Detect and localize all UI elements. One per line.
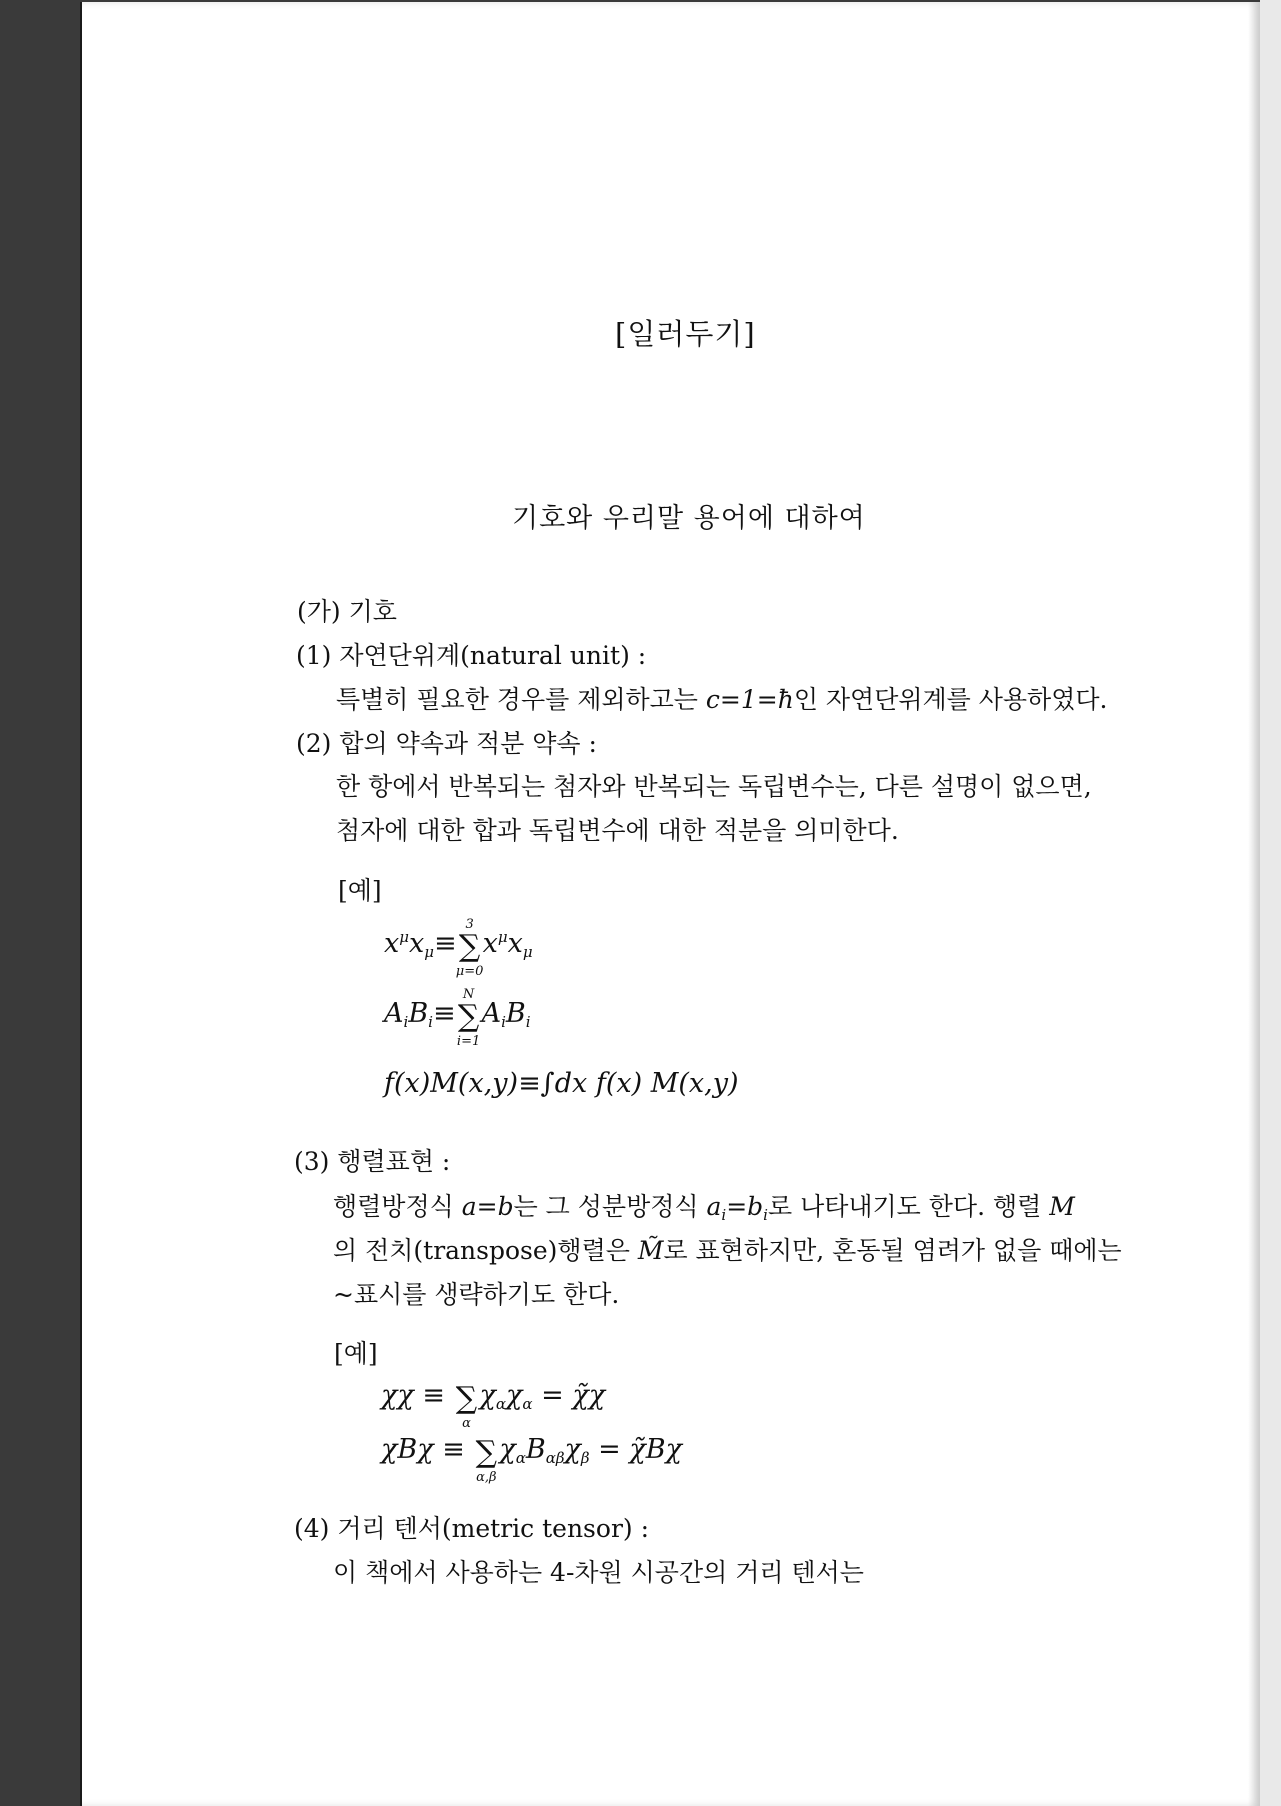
item-title: 거리 텐서(metric tensor) : [337, 1514, 650, 1543]
body-text: 행렬방정식 [333, 1192, 454, 1221]
item-2-line-2: 첨자에 대한 합과 독립변수에 대한 적분을 의미한다. [336, 816, 899, 845]
equation-1: $x^\mu x_\mu\equiv\sum$ 3 μ=0 $x^\mu x_\mu$ [384, 917, 533, 979]
equation-5: χBχ ≡ ∑ α,β $\chi_\alpha B_{\alpha\beta}\chi_\beta$ = χ̃Bχ [381, 1434, 682, 1485]
sum-symbol: ∑ α [455, 1381, 478, 1431]
document-page [80, 2, 1262, 1806]
section-heading: (가) 기호 [297, 597, 397, 626]
body-text: 특별히 필요한 경우를 제외하고는 [336, 685, 698, 714]
item-3-line-3: ~표시를 생략하기도 한다. [333, 1280, 620, 1309]
body-text: 로 표현하지만, 혼동될 염려가 없을 때에는 [663, 1236, 1122, 1265]
example-label: [예] [338, 876, 382, 905]
item-1-body [336, 680, 1107, 716]
item-3-line-1 [333, 1187, 1075, 1224]
item-2-title [296, 724, 597, 760]
equation-4: χχ ≡ ∑ α $\chi_\alpha\chi_\alpha$ = χ̃χ [381, 1380, 606, 1431]
section-title: 기호와 우리말 용어에 대하여 [512, 503, 866, 534]
item-title: 행렬표현 : [337, 1147, 451, 1176]
formula: a=b [461, 1192, 514, 1221]
body-text: 의 전치(transpose)행렬은 [333, 1236, 630, 1265]
equation-2: $A_iB_i\equiv\sum$ N i=1 $A_iB_i$ [384, 987, 531, 1049]
item-4-title [294, 1509, 649, 1545]
formula: c=1=ħ [705, 685, 794, 714]
item-number: (1) [296, 641, 332, 670]
item-4-line-1: 이 책에서 사용하는 4-차원 시공간의 거리 텐서는 [333, 1558, 864, 1587]
item-number: (2) [296, 729, 332, 758]
body-text: 로 나타내기도 한다. 행렬 [767, 1192, 1042, 1221]
page-edge [1260, 0, 1281, 1806]
sum-symbol: ∑ 3 μ=0 [455, 917, 484, 979]
formula: $a_i=b_i$ [706, 1192, 768, 1224]
item-3-title [294, 1142, 450, 1178]
item-3-line-2 [333, 1231, 1122, 1267]
formula: M [1049, 1192, 1075, 1221]
sum-symbol: ∑ N i=1 [456, 987, 481, 1049]
sum-symbol: ∑ α,β [475, 1435, 498, 1485]
item-title: 합의 약속과 적분 약속 : [339, 729, 597, 758]
equation-3: f(x)M(x,y)≡∫dx f(x) M(x,y) [384, 1068, 739, 1099]
body-text: 인 자연단위계를 사용하였다. [793, 685, 1108, 714]
page-title: [일러두기] [615, 317, 756, 351]
body-text: 는 그 성분방정식 [513, 1192, 699, 1221]
item-2-line-1: 한 항에서 반복되는 첨자와 반복되는 독립변수는, 다른 설명이 없으면, [336, 772, 1092, 801]
item-1-title [296, 636, 646, 672]
formula: M̃ [637, 1236, 664, 1265]
item-number: (3) [294, 1147, 330, 1176]
item-number: (4) [294, 1514, 330, 1543]
example-label: [예] [334, 1339, 378, 1368]
item-title: 자연단위계(natural unit) : [339, 641, 647, 670]
